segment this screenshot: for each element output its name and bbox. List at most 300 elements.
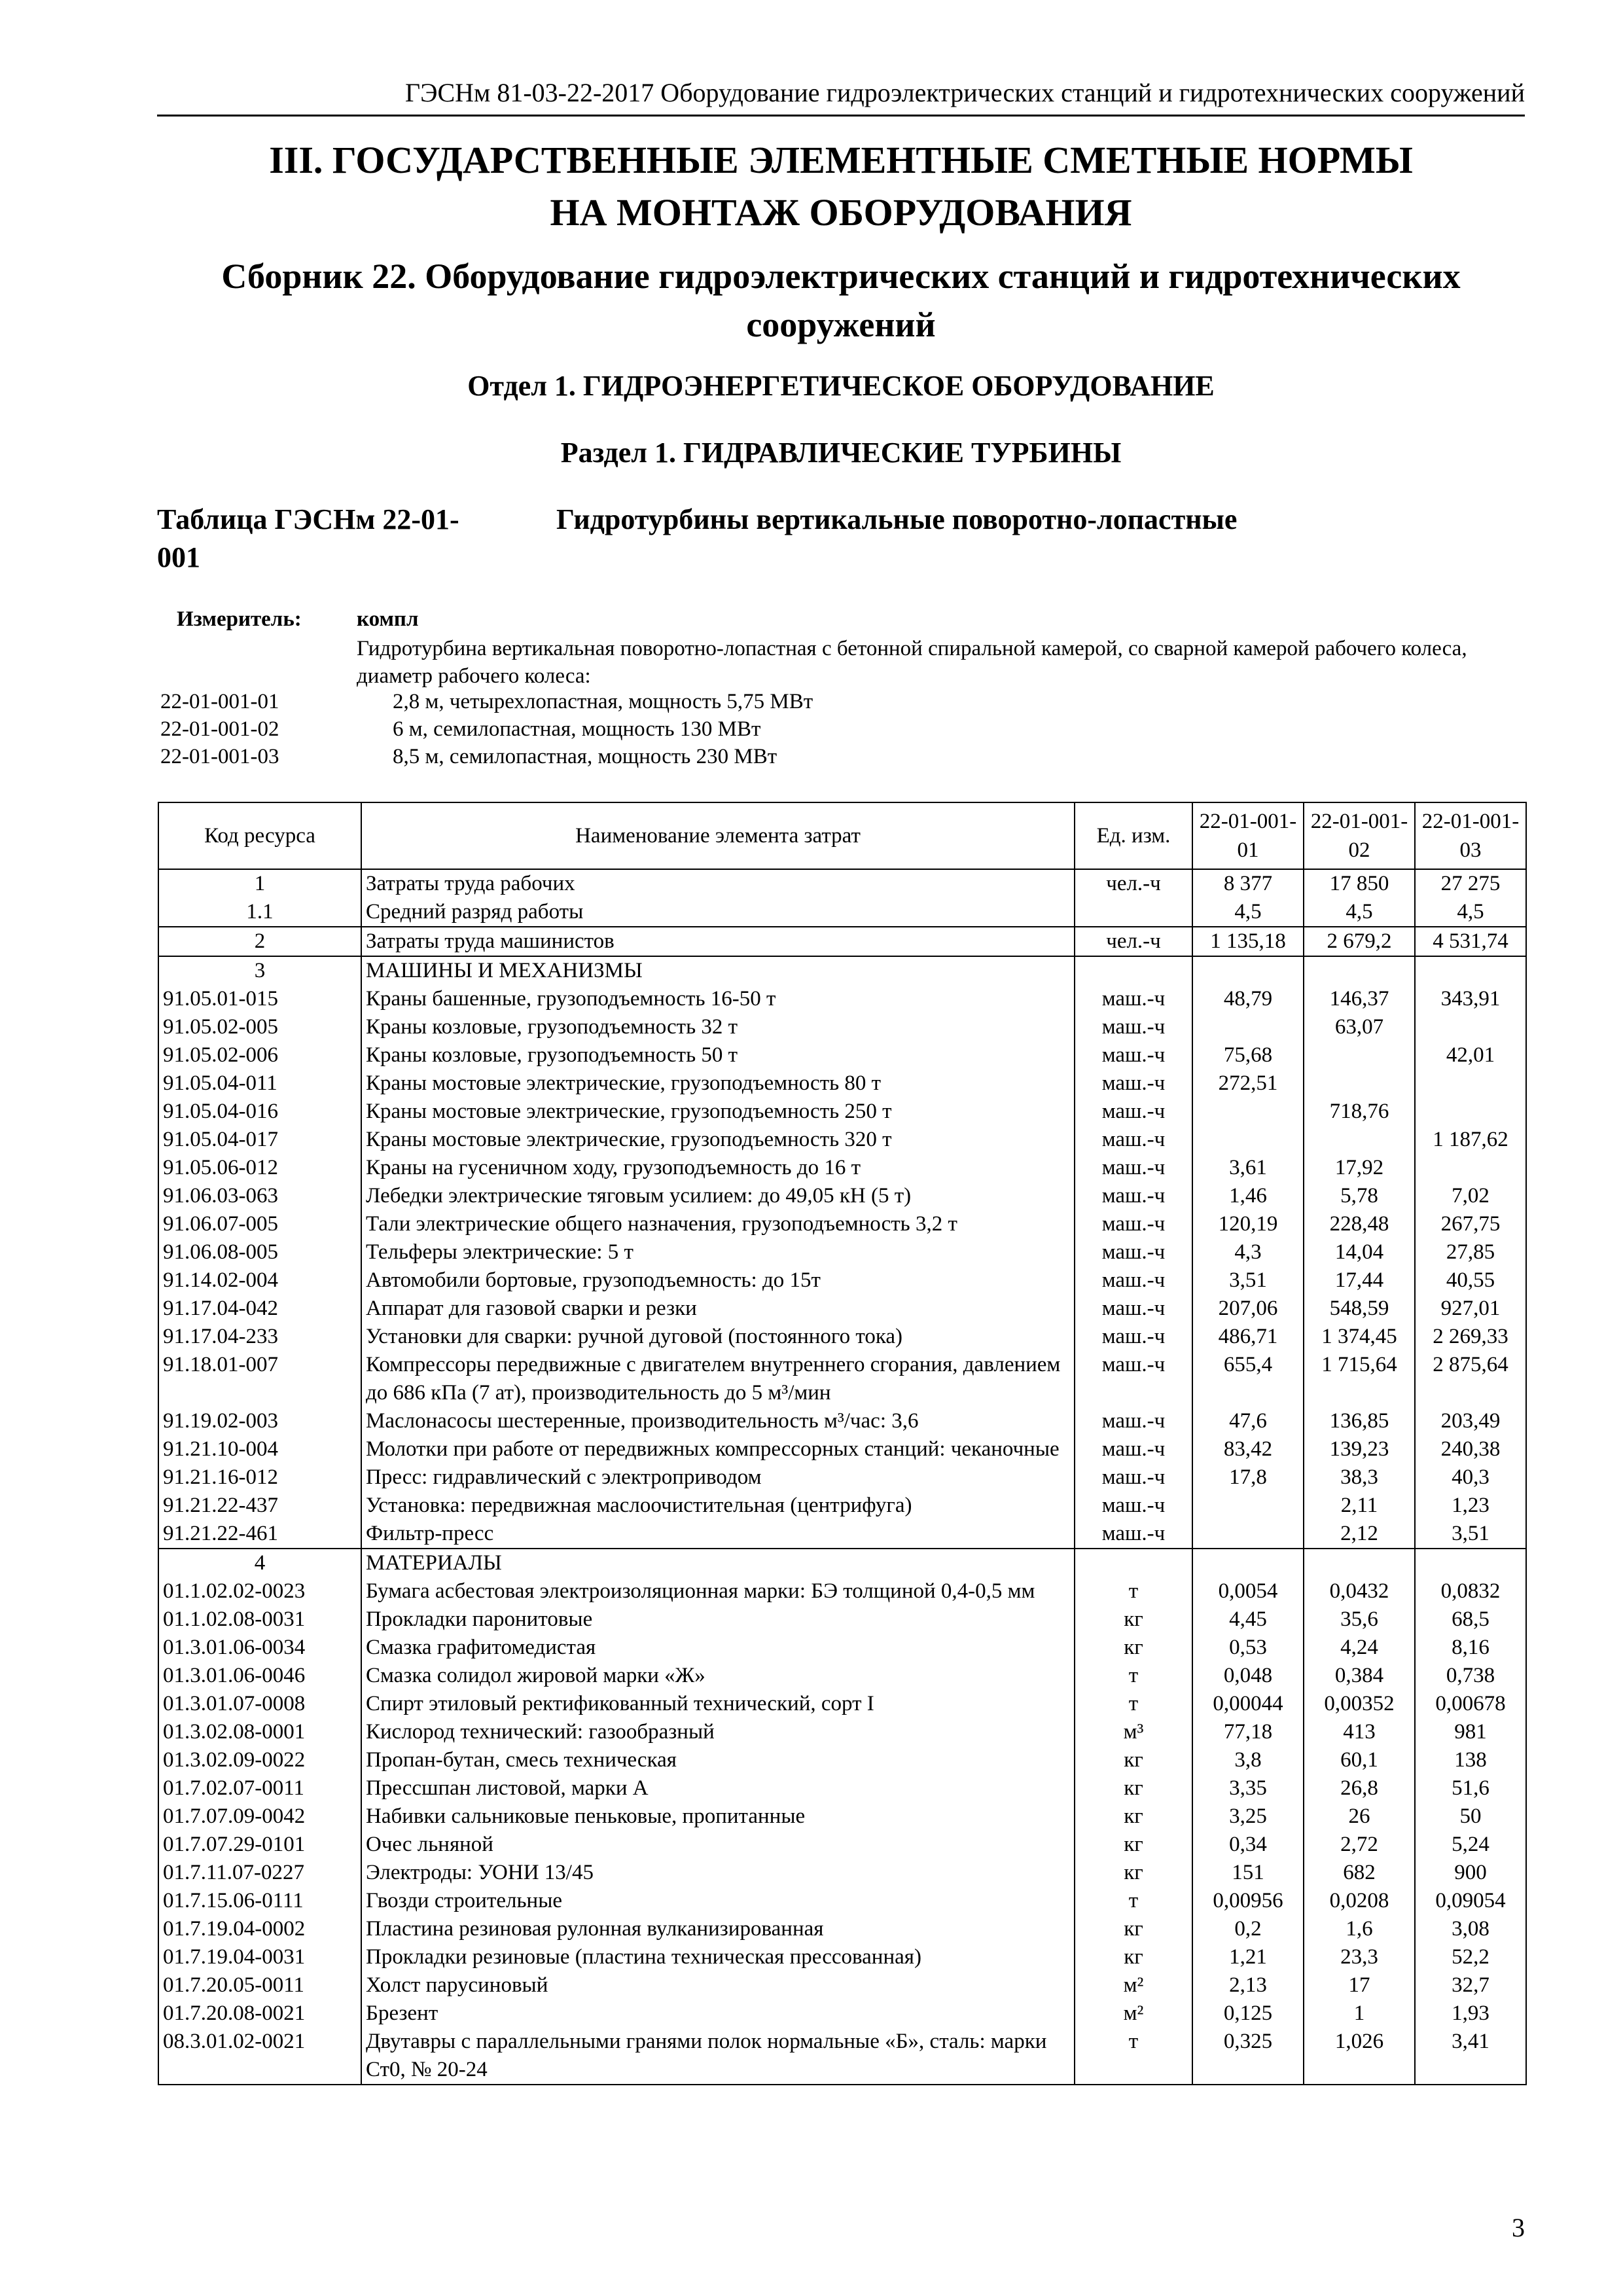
row-code: 91.18.01-007 (158, 1351, 361, 1407)
row-value-col-1: 77,18 (1192, 1718, 1304, 1746)
part-heading-line-2: НА МОНТАЖ ОБОРУДОВАНИЯ (550, 191, 1132, 234)
row-unit (1075, 1549, 1192, 1577)
row-unit: маш.-ч (1075, 1069, 1192, 1098)
row-code: 91.14.02-004 (158, 1266, 361, 1295)
variant-code: 22-01-001-02 (160, 717, 279, 741)
row-value-col-2: 718,76 (1304, 1098, 1415, 1126)
row-name: Кислород технический: газообразный (361, 1718, 1075, 1746)
row-value-col-1 (1192, 1126, 1304, 1154)
variant-code: 22-01-001-03 (160, 745, 279, 768)
row-value-col-3: 3,08 (1415, 1915, 1526, 1943)
row-value-col-3 (1415, 1098, 1526, 1126)
row-unit: маш.-ч (1075, 1154, 1192, 1182)
row-name: Двутавры с параллельными гранями полок нормальные «Б», сталь: марки Ст0, № 20-24 (361, 2028, 1075, 2085)
table-row (158, 1098, 1526, 1126)
row-value-col-3 (1415, 1013, 1526, 1041)
row-name: Пластина резиновая рулонная вулканизированная (361, 1915, 1075, 1943)
row-unit: маш.-ч (1075, 1266, 1192, 1295)
row-value-col-2: 26,8 (1304, 1774, 1415, 1803)
row-value-col-3: 40,55 (1415, 1266, 1526, 1295)
row-value-col-2: 146,37 (1304, 985, 1415, 1013)
row-name: Гвозди строительные (361, 1887, 1075, 1915)
row-code: 91.21.16-012 (158, 1463, 361, 1492)
row-code: 91.17.04-233 (158, 1323, 361, 1351)
row-value-col-2: 1,6 (1304, 1915, 1415, 1943)
running-header-text: ГЭСНм 81-03-22-2017 Оборудование гидроэлектрических станций и гидротехнических сооружений (404, 78, 1525, 107)
row-name: Маслонасосы шестеренные, производительность м³/час: 3,6 (361, 1407, 1075, 1435)
row-value-col-2: 1 374,45 (1304, 1323, 1415, 1351)
row-unit: кг (1075, 1803, 1192, 1831)
row-code: 91.06.08-005 (158, 1238, 361, 1266)
row-code: 01.3.01.06-0046 (158, 1662, 361, 1690)
table-row (158, 1013, 1526, 1041)
row-name: Набивки сальниковые пеньковые, пропитанные (361, 1803, 1075, 1831)
row-name: Прокладки резиновые (пластина техническая прессованная) (361, 1943, 1075, 1971)
row-unit: маш.-ч (1075, 1238, 1192, 1266)
row-value-col-1: 0,53 (1192, 1634, 1304, 1662)
table-header-row (158, 802, 1526, 869)
row-code: 3 (158, 956, 361, 985)
row-code: 91.21.22-461 (158, 1520, 361, 1549)
row-unit: кг (1075, 1859, 1192, 1887)
department-heading: Отдел 1. ГИДРОЭНЕРГЕТИЧЕСКОЕ ОБОРУДОВАНИЕ (467, 370, 1215, 402)
row-value-col-1: 8 377 (1192, 869, 1304, 898)
row-name: Средний разряд работы (361, 898, 1075, 927)
row-unit: кг (1075, 1774, 1192, 1803)
row-value-col-2: 17,92 (1304, 1154, 1415, 1182)
row-value-col-3: 4,5 (1415, 898, 1526, 927)
row-code: 91.17.04-042 (158, 1295, 361, 1323)
table-row (158, 898, 1526, 927)
table-row (158, 1634, 1526, 1662)
row-name: Фильтр-пресс (361, 1520, 1075, 1549)
row-value-col-2: 35,6 (1304, 1605, 1415, 1634)
row-value-col-2: 682 (1304, 1859, 1415, 1887)
table-row (158, 1323, 1526, 1351)
row-value-col-2 (1304, 1549, 1415, 1577)
row-value-col-1: 207,06 (1192, 1295, 1304, 1323)
table-row (158, 1210, 1526, 1238)
row-value-col-3: 3,51 (1415, 1520, 1526, 1549)
table-row (158, 1182, 1526, 1210)
row-value-col-2: 1 715,64 (1304, 1351, 1415, 1407)
row-unit: кг (1075, 1746, 1192, 1774)
row-value-col-1 (1192, 1520, 1304, 1549)
row-name: Тельферы электрические: 5 т (361, 1238, 1075, 1266)
row-value-col-3: 0,0832 (1415, 1577, 1526, 1605)
row-value-col-2: 63,07 (1304, 1013, 1415, 1041)
row-value-col-3: 138 (1415, 1746, 1526, 1774)
row-value-col-3: 7,02 (1415, 1182, 1526, 1210)
row-name: Прессшпан листовой, марки А (361, 1774, 1075, 1803)
row-name: Краны башенные, грузоподъемность 16-50 т (361, 985, 1075, 1013)
row-value-col-2: 26 (1304, 1803, 1415, 1831)
row-name: Краны мостовые электрические, грузоподъемность 320 т (361, 1126, 1075, 1154)
row-unit: м² (1075, 1971, 1192, 2000)
row-unit: маш.-ч (1075, 1492, 1192, 1520)
table-row (158, 1266, 1526, 1295)
row-value-col-2 (1304, 1041, 1415, 1069)
row-code: 01.3.02.09-0022 (158, 1746, 361, 1774)
row-unit: т (1075, 1662, 1192, 1690)
row-value-col-1: 0,00044 (1192, 1690, 1304, 1718)
measure-description: Гидротурбина вертикальная поворотно-лопастная с бетонной спиральной камерой, со сварной камерой рабочего колеса, диаметр рабочего колеса: (357, 637, 1467, 688)
row-unit: чел.-ч (1075, 869, 1192, 898)
row-value-col-2 (1304, 1126, 1415, 1154)
collection-heading (157, 252, 1525, 349)
collection-heading-line-1: Сборник 22. Оборудование гидроэлектрических станций и гидротехнических (221, 257, 1461, 296)
row-value-col-3: 4 531,74 (1415, 927, 1526, 956)
row-value-col-1 (1192, 1492, 1304, 1520)
row-value-col-1: 3,35 (1192, 1774, 1304, 1803)
row-value-col-1: 47,6 (1192, 1407, 1304, 1435)
row-value-col-3: 267,75 (1415, 1210, 1526, 1238)
row-value-col-1: 0,125 (1192, 2000, 1304, 2028)
row-value-col-1: 2,13 (1192, 1971, 1304, 2000)
row-value-col-1 (1192, 1549, 1304, 1577)
row-value-col-1: 1,21 (1192, 1943, 1304, 1971)
header-name: Наименование элемента затрат (361, 802, 1075, 869)
running-header (157, 69, 1525, 117)
row-unit: маш.-ч (1075, 1126, 1192, 1154)
table-row (158, 1407, 1526, 1435)
row-name: Бумага асбестовая электроизоляционная марки: БЭ толщиной 0,4-0,5 мм (361, 1577, 1075, 1605)
row-value-col-3: 981 (1415, 1718, 1526, 1746)
row-unit: кг (1075, 1634, 1192, 1662)
row-value-col-3: 27 275 (1415, 869, 1526, 898)
row-value-col-1: 0,00956 (1192, 1887, 1304, 1915)
row-name: Аппарат для газовой сварки и резки (361, 1295, 1075, 1323)
row-code: 91.05.02-005 (158, 1013, 361, 1041)
row-name: Пропан-бутан, смесь техническая (361, 1746, 1075, 1774)
table-row (158, 1887, 1526, 1915)
header-unit: Ед. изм. (1075, 802, 1192, 869)
row-value-col-3: 27,85 (1415, 1238, 1526, 1266)
table-row (158, 956, 1526, 985)
table-row (158, 1154, 1526, 1182)
row-unit: маш.-ч (1075, 1210, 1192, 1238)
row-code: 91.05.01-015 (158, 985, 361, 1013)
row-name: МАТЕРИАЛЫ (361, 1549, 1075, 1577)
row-name: Краны мостовые электрические, грузоподъемность 250 т (361, 1098, 1075, 1126)
table-row (158, 1690, 1526, 1718)
row-value-col-2 (1304, 956, 1415, 985)
row-value-col-2: 4,24 (1304, 1634, 1415, 1662)
row-unit: маш.-ч (1075, 1013, 1192, 1041)
row-value-col-1 (1192, 1013, 1304, 1041)
row-code: 01.7.20.05-0011 (158, 1971, 361, 2000)
row-value-col-3: 50 (1415, 1803, 1526, 1831)
row-name: Лебедки электрические тяговым усилием: до 49,05 кН (5 т) (361, 1182, 1075, 1210)
row-value-col-1: 120,19 (1192, 1210, 1304, 1238)
row-value-col-1: 4,3 (1192, 1238, 1304, 1266)
row-code: 1.1 (158, 898, 361, 927)
row-unit: т (1075, 1887, 1192, 1915)
row-value-col-1: 0,2 (1192, 1915, 1304, 1943)
row-value-col-1: 486,71 (1192, 1323, 1304, 1351)
row-name: Краны мостовые электрические, грузоподъемность 80 т (361, 1069, 1075, 1098)
row-unit (1075, 898, 1192, 927)
row-value-col-3 (1415, 956, 1526, 985)
row-name: Краны козловые, грузоподъемность 32 т (361, 1013, 1075, 1041)
variant-code: 22-01-001-01 (160, 690, 279, 713)
table-row (158, 1605, 1526, 1634)
row-name: Спирт этиловый ректификованный технический, сорт I (361, 1690, 1075, 1718)
row-code: 01.3.01.07-0008 (158, 1690, 361, 1718)
row-value-col-3 (1415, 1549, 1526, 1577)
row-name: Молотки при работе от передвижных компрессорных станций: чеканочные (361, 1435, 1075, 1463)
row-name: МАШИНЫ И МЕХАНИЗМЫ (361, 956, 1075, 985)
row-value-col-3: 1,93 (1415, 2000, 1526, 2028)
part-heading (157, 134, 1525, 239)
row-value-col-2 (1304, 1069, 1415, 1098)
table-row (158, 1463, 1526, 1492)
row-value-col-2: 23,3 (1304, 1943, 1415, 1971)
row-value-col-3: 51,6 (1415, 1774, 1526, 1803)
table-row (158, 1351, 1526, 1407)
row-unit: кг (1075, 1943, 1192, 1971)
row-unit: м³ (1075, 1718, 1192, 1746)
row-value-col-2: 17 850 (1304, 869, 1415, 898)
table-row (158, 1803, 1526, 1831)
row-value-col-1: 1,46 (1192, 1182, 1304, 1210)
table-row (158, 1549, 1526, 1577)
row-name: Смазка солидол жировой марки «Ж» (361, 1662, 1075, 1690)
row-name: Краны на гусеничном ходу, грузоподъемность до 16 т (361, 1154, 1075, 1182)
row-name: Смазка графитомедистая (361, 1634, 1075, 1662)
row-value-col-3 (1415, 1154, 1526, 1182)
table-row (158, 2028, 1526, 2085)
row-value-col-3: 2 875,64 (1415, 1351, 1526, 1407)
row-name: Пресс: гидравлический с электроприводом (361, 1463, 1075, 1492)
part-heading-line-1: III. ГОСУДАРСТВЕННЫЕ ЭЛЕМЕНТНЫЕ СМЕТНЫЕ НОРМЫ (269, 139, 1413, 181)
row-name: Тали электрические общего назначения, грузоподъемность 3,2 т (361, 1210, 1075, 1238)
row-unit (1075, 956, 1192, 985)
row-code: 01.7.19.04-0002 (158, 1915, 361, 1943)
row-code: 01.7.20.08-0021 (158, 2000, 361, 2028)
row-unit: чел.-ч (1075, 927, 1192, 956)
row-code: 1 (158, 869, 361, 898)
collection-heading-line-2: сооружений (746, 305, 936, 344)
row-code: 01.7.07.29-0101 (158, 1831, 361, 1859)
row-value-col-1: 0,34 (1192, 1831, 1304, 1859)
row-code: 01.1.02.02-0023 (158, 1577, 361, 1605)
table-row (158, 1435, 1526, 1463)
row-code: 01.3.02.08-0001 (158, 1718, 361, 1746)
row-unit: т (1075, 2028, 1192, 2085)
row-value-col-3: 0,00678 (1415, 1690, 1526, 1718)
row-value-col-2: 2 679,2 (1304, 927, 1415, 956)
row-code: 01.7.07.09-0042 (158, 1803, 361, 1831)
row-value-col-2: 17 (1304, 1971, 1415, 2000)
norms-table (158, 802, 1527, 2085)
row-unit: маш.-ч (1075, 1520, 1192, 1549)
row-code: 91.06.03-063 (158, 1182, 361, 1210)
table-row (158, 1718, 1526, 1746)
row-value-col-1: 3,51 (1192, 1266, 1304, 1295)
row-code: 91.21.10-004 (158, 1435, 361, 1463)
table-row (158, 927, 1526, 956)
row-name: Очес льняной (361, 1831, 1075, 1859)
table-row (158, 1577, 1526, 1605)
row-unit: маш.-ч (1075, 1182, 1192, 1210)
row-value-col-1 (1192, 1098, 1304, 1126)
row-code: 91.21.22-437 (158, 1492, 361, 1520)
row-value-col-1: 151 (1192, 1859, 1304, 1887)
row-value-col-1: 655,4 (1192, 1351, 1304, 1407)
row-unit: маш.-ч (1075, 1435, 1192, 1463)
row-value-col-2: 0,0432 (1304, 1577, 1415, 1605)
variant-description: 2,8 м, четырехлопастная, мощность 5,75 МВт (393, 690, 813, 713)
row-name: Брезент (361, 2000, 1075, 2028)
row-value-col-1: 3,61 (1192, 1154, 1304, 1182)
row-value-col-3: 5,24 (1415, 1831, 1526, 1859)
row-value-col-2: 2,11 (1304, 1492, 1415, 1520)
row-value-col-3: 0,738 (1415, 1662, 1526, 1690)
row-value-col-2: 548,59 (1304, 1295, 1415, 1323)
row-code: 01.7.15.06-0111 (158, 1887, 361, 1915)
table-row (158, 1126, 1526, 1154)
row-code: 91.05.04-011 (158, 1069, 361, 1098)
row-value-col-2: 0,384 (1304, 1662, 1415, 1690)
row-unit: маш.-ч (1075, 1098, 1192, 1126)
row-code: 91.06.07-005 (158, 1210, 361, 1238)
measure-label: Измеритель: (177, 607, 302, 631)
row-code: 01.3.01.06-0034 (158, 1634, 361, 1662)
table-row (158, 1915, 1526, 1943)
row-unit: маш.-ч (1075, 1295, 1192, 1323)
table-row (158, 985, 1526, 1013)
row-value-col-2: 0,0208 (1304, 1887, 1415, 1915)
row-value-col-2: 2,12 (1304, 1520, 1415, 1549)
row-value-col-1 (1192, 956, 1304, 985)
row-unit: кг (1075, 1831, 1192, 1859)
row-name: Затраты труда машинистов (361, 927, 1075, 956)
row-code: 91.05.02-006 (158, 1041, 361, 1069)
table-row (158, 1041, 1526, 1069)
header-col-2: 22-01-001-02 (1304, 802, 1415, 869)
row-value-col-1: 1 135,18 (1192, 927, 1304, 956)
measure-unit: компл (357, 607, 419, 631)
row-name: Компрессоры передвижные с двигателем внутреннего сгорания, давлением до 686 кПа (7 ат), производительность до 5 м³/мин (361, 1351, 1075, 1407)
table-row (158, 1943, 1526, 1971)
row-code: 01.1.02.08-0031 (158, 1605, 361, 1634)
row-unit: маш.-ч (1075, 1351, 1192, 1407)
row-name: Установки для сварки: ручной дуговой (постоянного тока) (361, 1323, 1075, 1351)
table-row (158, 1746, 1526, 1774)
row-value-col-1: 83,42 (1192, 1435, 1304, 1463)
row-value-col-2: 17,44 (1304, 1266, 1415, 1295)
table-row (158, 869, 1526, 898)
row-value-col-2: 228,48 (1304, 1210, 1415, 1238)
row-value-col-1: 272,51 (1192, 1069, 1304, 1098)
row-value-col-2: 5,78 (1304, 1182, 1415, 1210)
row-code: 01.7.19.04-0031 (158, 1943, 361, 1971)
row-value-col-1: 48,79 (1192, 985, 1304, 1013)
row-value-col-2: 139,23 (1304, 1435, 1415, 1463)
row-value-col-2: 14,04 (1304, 1238, 1415, 1266)
table-caption-label-line-2: 001 (157, 541, 200, 573)
row-code: 4 (158, 1549, 361, 1577)
row-name: Холст парусиновый (361, 1971, 1075, 2000)
row-value-col-3: 1 187,62 (1415, 1126, 1526, 1154)
row-name: Краны козловые, грузоподъемность 50 т (361, 1041, 1075, 1069)
table-row (158, 1069, 1526, 1098)
row-value-col-2: 60,1 (1304, 1746, 1415, 1774)
row-value-col-2: 136,85 (1304, 1407, 1415, 1435)
row-value-col-3: 68,5 (1415, 1605, 1526, 1634)
row-value-col-1: 3,25 (1192, 1803, 1304, 1831)
row-code: 91.05.04-017 (158, 1126, 361, 1154)
row-value-col-3: 2 269,33 (1415, 1323, 1526, 1351)
row-value-col-1: 17,8 (1192, 1463, 1304, 1492)
row-value-col-3: 42,01 (1415, 1041, 1526, 1069)
row-unit: маш.-ч (1075, 1323, 1192, 1351)
row-code: 91.05.04-016 (158, 1098, 361, 1126)
section-heading: Раздел 1. ГИДРАВЛИЧЕСКИЕ ТУРБИНЫ (560, 437, 1122, 469)
row-value-col-1: 4,5 (1192, 898, 1304, 927)
page-number: 3 (1512, 2213, 1525, 2242)
header-col-1: 22-01-001-01 (1192, 802, 1304, 869)
row-name: Установка: передвижная маслоочистительная (центрифуга) (361, 1492, 1075, 1520)
table-row (158, 1295, 1526, 1323)
row-name: Затраты труда рабочих (361, 869, 1075, 898)
row-code: 2 (158, 927, 361, 956)
row-value-col-2: 1,026 (1304, 2028, 1415, 2085)
row-value-col-3: 240,38 (1415, 1435, 1526, 1463)
row-unit: маш.-ч (1075, 1407, 1192, 1435)
table-row (158, 1520, 1526, 1549)
row-code: 01.7.11.07-0227 (158, 1859, 361, 1887)
row-value-col-2: 413 (1304, 1718, 1415, 1746)
table-row (158, 1238, 1526, 1266)
row-unit: кг (1075, 1605, 1192, 1634)
row-unit: маш.-ч (1075, 1041, 1192, 1069)
table-row (158, 1859, 1526, 1887)
table-row (158, 1774, 1526, 1803)
row-value-col-2: 1 (1304, 2000, 1415, 2028)
table-body (158, 869, 1526, 2085)
table-row (158, 1662, 1526, 1690)
row-code: 91.05.06-012 (158, 1154, 361, 1182)
table-row (158, 1492, 1526, 1520)
row-value-col-2: 2,72 (1304, 1831, 1415, 1859)
variant-description: 6 м, семилопастная, мощность 130 МВт (393, 717, 761, 741)
row-code: 91.19.02-003 (158, 1407, 361, 1435)
row-value-col-2: 4,5 (1304, 898, 1415, 927)
table-caption-title: Гидротурбины вертикальные поворотно-лопастные (556, 503, 1238, 535)
row-value-col-1: 0,325 (1192, 2028, 1304, 2085)
row-value-col-3: 3,41 (1415, 2028, 1526, 2085)
table-row (158, 1971, 1526, 2000)
table-caption-label-line-1: Таблица ГЭСНм 22-01- (157, 503, 459, 535)
row-value-col-3: 900 (1415, 1859, 1526, 1887)
row-code: 08.3.01.02-0021 (158, 2028, 361, 2085)
row-name: Электроды: УОНИ 13/45 (361, 1859, 1075, 1887)
row-unit: маш.-ч (1075, 1463, 1192, 1492)
row-name: Автомобили бортовые, грузоподъемность: до 15т (361, 1266, 1075, 1295)
row-value-col-3: 8,16 (1415, 1634, 1526, 1662)
header-code: Код ресурса (158, 802, 361, 869)
row-value-col-3: 927,01 (1415, 1295, 1526, 1323)
row-value-col-3: 40,3 (1415, 1463, 1526, 1492)
row-value-col-3: 1,23 (1415, 1492, 1526, 1520)
table-row (158, 1831, 1526, 1859)
row-value-col-2: 0,00352 (1304, 1690, 1415, 1718)
row-unit: т (1075, 1690, 1192, 1718)
row-value-col-1: 3,8 (1192, 1746, 1304, 1774)
row-value-col-3: 343,91 (1415, 985, 1526, 1013)
